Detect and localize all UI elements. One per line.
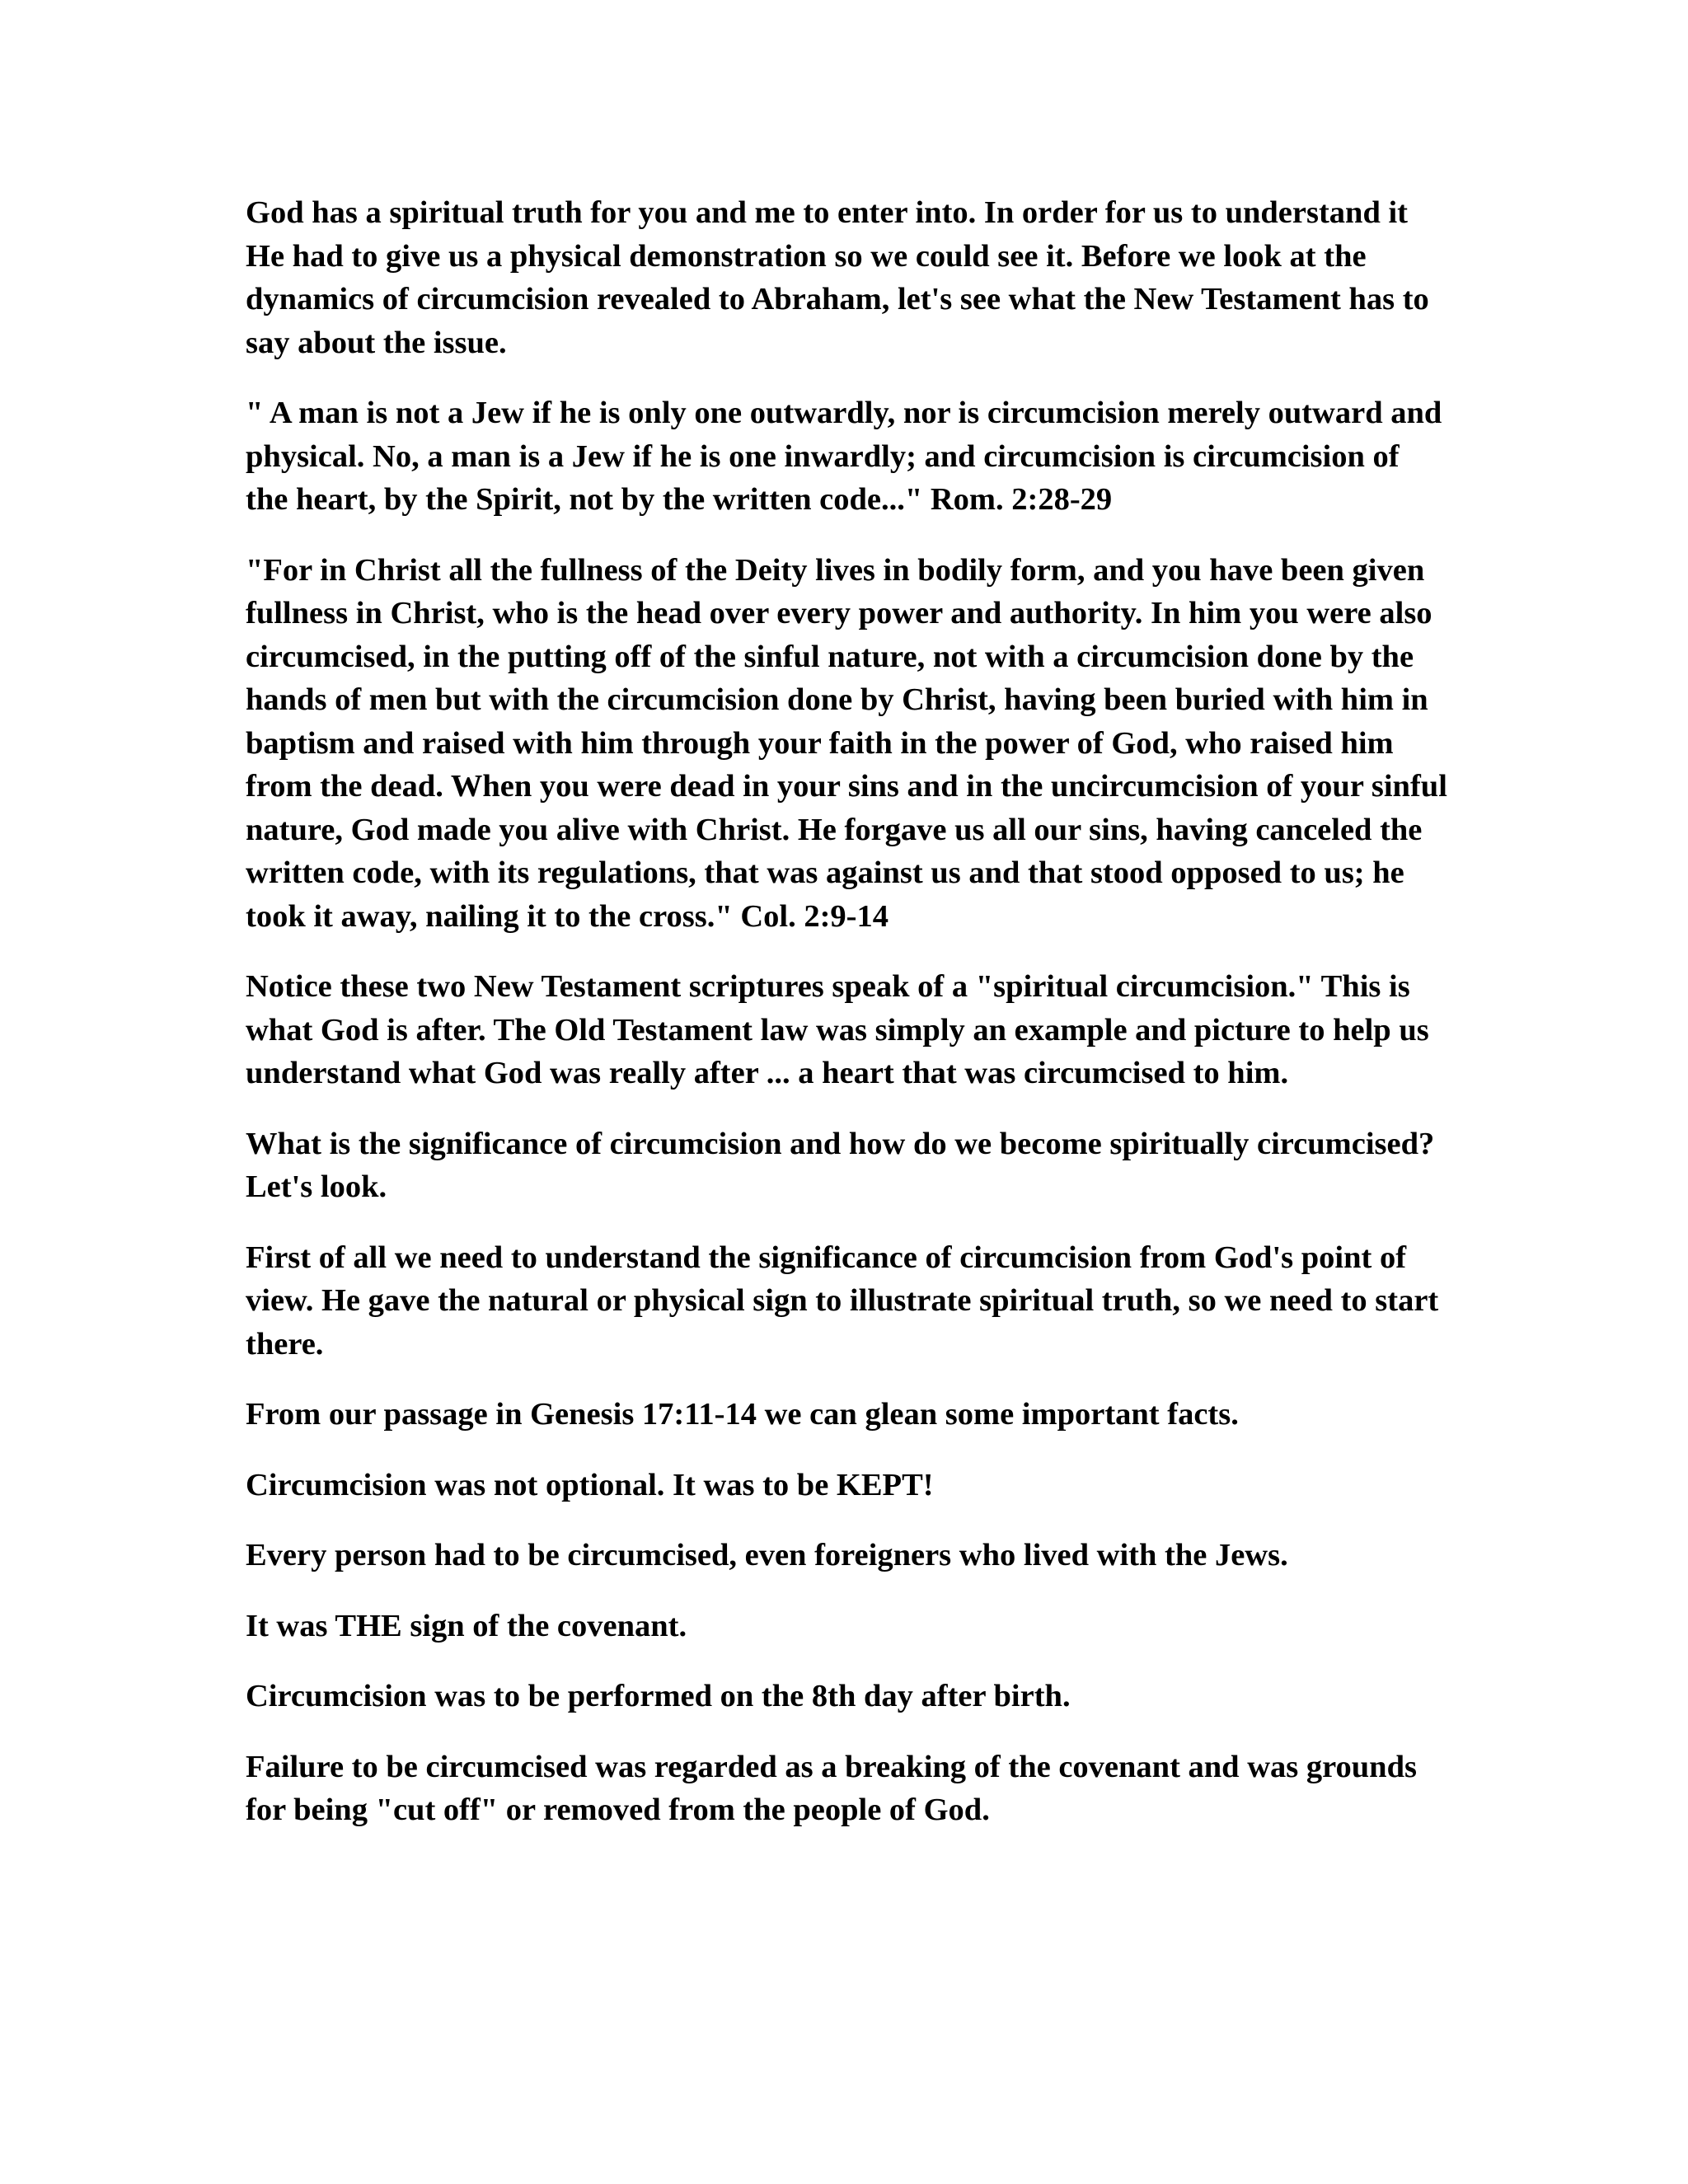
paragraph-spiritual-circumcision: Notice these two New Testament scriptures speak of a "spiritual circumcision." This is what God is after. The Old Testament law was simply an example and picture to help us understand what God was really after ... a heart that was circumcised to him. <box>246 969 1429 1090</box>
paragraph-gods-point-of-view: First of all we need to understand the significance of circumcision from God's point of view. He gave the natural or physical sign to illustrate spiritual truth, so we need to start there. <box>246 1240 1439 1361</box>
paragraph-colossians-quote: "For in Christ all the fullness of the Deity lives in bodily form, and you have been given fullness in Christ, who is the head over every power and authority. In him you were also circumcised, in the putting off of the sinful nature, not with a circumcision done by the hands of men but with the circumcision done by Christ, having been buried with him in baptism and raised with him through your faith in the power of God, who raised him from the dead. When you were dead in your sins and in the uncircumcision of your sinful nature, God made you alive with Christ. He forgave us all our sins, having canceled the written code, with its regulations, that was against us and that stood opposed to us; he took it away, nailing it to the cross." Col. 2:9-14 <box>246 552 1447 934</box>
paragraph-fact-eighth-day: Circumcision was to be performed on the 8th day after birth. <box>246 1679 1071 1713</box>
paragraph-romans-quote: " A man is not a Jew if he is only one outwardly, nor is circumcision merely outward and physical. No, a man is a Jew if he is one inwardly; and circumcision is circumcision of the heart, by the Spirit, not by the written code..." Rom. 2:28-29 <box>246 396 1442 517</box>
document-body <box>246 191 1449 1859</box>
paragraph-significance-question: What is the significance of circumcision and how do we become spiritually circumcised? Let's look. <box>246 1126 1435 1204</box>
paragraph-genesis-facts: From our passage in Genesis 17:11-14 we can glean some important facts. <box>246 1397 1239 1432</box>
paragraph-intro: God has a spiritual truth for you and me to enter into. In order for us to understand it He had to give us a physical demonstration so we could see it. Before we look at the dynamics of circumcision revealed to Abraham, let's see what the New Testament has to say about the issue. <box>246 195 1429 360</box>
paragraph-fact-failure: Failure to be circumcised was regarded as a breaking of the covenant and was grounds for being "cut off" or removed from the people of God. <box>246 1749 1417 1827</box>
paragraph-fact-sign-of-covenant: It was THE sign of the covenant. <box>246 1608 687 1643</box>
paragraph-fact-not-optional: Circumcision was not optional. It was to be KEPT! <box>246 1467 934 1502</box>
paragraph-fact-every-person: Every person had to be circumcised, even foreigners who lived with the Jews. <box>246 1538 1288 1572</box>
